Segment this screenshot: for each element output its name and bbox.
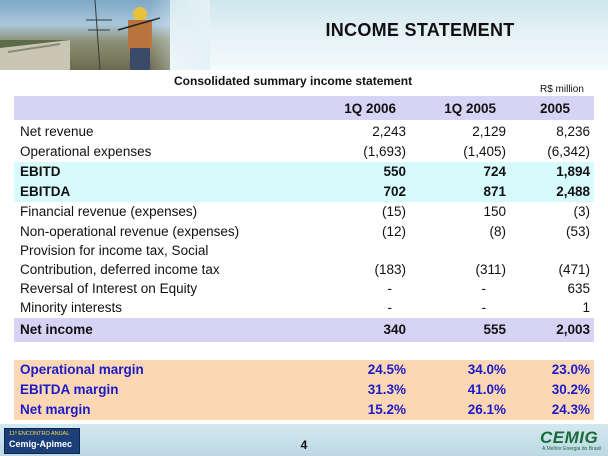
table-row [14,202,594,222]
table-row-ebitda [14,182,594,202]
cell-2005: 8,236 [556,124,590,139]
margin-1q2005: 26.1% [467,402,506,417]
table-header [14,96,594,120]
cell-1q2006: (1,693) [363,144,406,159]
margin-1q2006: 24.5% [367,362,406,377]
table-subtitle: Consolidated summary income statement [174,74,413,88]
cell-2005: (471) [558,262,590,277]
cell-2005: 2,003 [556,322,590,337]
header-photo [0,0,170,70]
cell-1q2006: 550 [383,164,406,179]
cell-2005: 635 [567,281,590,296]
cell-1q2005: (311) [475,262,506,277]
cell-1q2005: 871 [483,184,506,199]
margin-row [14,380,594,400]
margin-label: Net margin [20,402,91,417]
table-row [14,279,594,299]
cell-1q2006: 340 [383,322,406,337]
cemig-logo [536,428,602,452]
cell-2005: (3) [573,204,590,219]
page-title: INCOME STATEMENT [325,20,515,40]
row-label: Provision for income tax, Social [20,243,209,258]
margin-label: Operational margin [20,362,144,377]
table-row-ebitd [14,162,594,182]
row-label: Financial revenue (expenses) [20,204,198,219]
margin-2005: 23.0% [551,362,590,377]
page-number: 4 [300,438,308,452]
cell-1q2005: 724 [483,164,506,179]
row-label: Contribution, deferred income tax [20,262,220,277]
cell-1q2006: - [387,281,392,296]
row-label: Non-operational revenue (expenses) [20,224,240,239]
cell-1q2006: (183) [374,262,406,277]
cell-2005: (6,342) [547,144,590,159]
table-row [14,260,594,280]
margin-label: EBITDA margin [20,382,119,397]
cell-2005: (53) [565,224,590,239]
cell-1q2006: 2,243 [372,124,406,139]
cell-2005: 1 [582,300,590,315]
margin-row [14,360,594,380]
brand-wordmark: CEMIG [540,428,599,447]
margin-1q2005: 41.0% [467,382,506,397]
brand-tagline: A Melhor Energia do Brasil [542,446,602,452]
table-row-net-income [14,318,594,342]
table-row [14,241,594,261]
column-header-1q2006: 1Q 2006 [344,101,396,116]
row-label: Reversal of Interest on Equity [20,281,198,296]
cell-1q2006: - [387,300,392,315]
table-row [14,298,594,318]
row-label: Net revenue [20,124,94,139]
cell-1q2005: - [481,300,486,315]
cell-1q2006: (15) [381,204,406,219]
row-label: EBITD [20,164,61,179]
margin-1q2006: 31.3% [367,382,406,397]
row-label: EBITDA [20,184,71,199]
margin-1q2006: 15.2% [367,402,406,417]
margin-2005: 30.2% [551,382,590,397]
photo-fade [150,0,210,70]
cell-1q2005: - [481,281,486,296]
cell-1q2005: 150 [483,204,506,219]
table-row [14,222,594,242]
column-header-1q2005: 1Q 2005 [444,101,496,116]
table-row [14,142,594,162]
unit-label: R$ million [540,84,584,95]
cell-1q2005: 2,129 [472,124,506,139]
event-name: Cemig-Apimec [9,439,73,449]
margin-row [14,400,594,420]
cell-1q2005: 555 [483,322,506,337]
table-row [14,122,594,142]
cell-1q2005: (8) [489,224,506,239]
column-header-2005: 2005 [539,101,570,116]
row-label: Minority interests [20,300,123,315]
event-logo [4,428,80,454]
cell-1q2006: 702 [383,184,406,199]
margin-2005: 24.3% [551,402,590,417]
event-small-label: 11º ENCONTRO ANUAL [9,431,70,437]
cell-2005: 1,894 [556,164,590,179]
row-label: Net income [20,322,93,337]
cell-2005: 2,488 [556,184,590,199]
margin-1q2005: 34.0% [467,362,506,377]
row-label: Operational expenses [20,144,152,159]
cell-1q2006: (12) [381,224,406,239]
cell-1q2005: (1,405) [463,144,506,159]
